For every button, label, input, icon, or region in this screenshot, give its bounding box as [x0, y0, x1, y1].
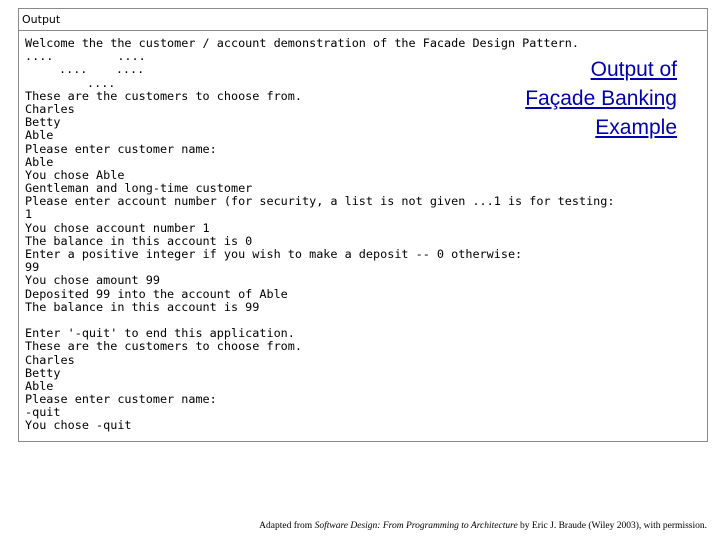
console-line: .... ....: [25, 49, 146, 64]
window-title: Output: [19, 9, 707, 31]
console-line: Please enter account number (for security, a list is not given ...1 is for testing:: [25, 194, 615, 209]
console-line: These are the customers to choose from.: [25, 339, 302, 354]
attribution-suffix: by Eric J. Braude (Wiley 2003), with permission.: [517, 521, 707, 531]
console-line: You chose account number 1: [25, 220, 210, 235]
console-line: These are the customers to choose from.: [25, 88, 302, 103]
console-line: Able: [25, 128, 54, 143]
console-line: Enter a positive integer if you wish to make a deposit -- 0 otherwise:: [25, 247, 523, 261]
console-line: You chose -quit: [25, 418, 132, 433]
console-line: 99: [25, 260, 40, 275]
console-line: Please enter customer name:: [25, 141, 217, 156]
console-line: You chose Able: [25, 167, 125, 182]
console-line: Betty: [25, 115, 61, 130]
console-line: Charles: [25, 101, 75, 116]
attribution-prefix: Adapted from: [259, 521, 315, 531]
console-line: Welcome the the customer / account demonstration of the Facade Design Pattern.: [25, 37, 579, 50]
console-line: ....: [87, 75, 116, 90]
console-line: Deposited 99 into the account of Able: [25, 286, 288, 301]
slide-title-line-2: Façade Banking: [525, 87, 677, 110]
console-line: The balance in this account is 0: [25, 233, 253, 248]
console-line: Please enter customer name:: [25, 392, 217, 407]
console-line: Charles: [25, 352, 75, 367]
console-line: You chose amount 99: [25, 273, 160, 288]
console-line: Able: [25, 154, 54, 169]
attribution-book-title: Software Design: From Programming to Architecture: [314, 521, 518, 531]
console-line: The balance in this account is 99: [25, 299, 260, 314]
slide-title-line-3: Example: [595, 116, 677, 139]
slide-title-line-1: Output of: [590, 58, 677, 81]
console-line: Able: [25, 378, 54, 393]
console-line: Gentleman and long-time customer: [25, 181, 253, 196]
console-line: .... ....: [59, 62, 145, 77]
slide-title: [525, 55, 677, 142]
console-line: Enter '-quit' to end this application.: [25, 326, 295, 341]
console-line: -quit: [25, 405, 61, 420]
console-line: Betty: [25, 365, 61, 380]
console-line: 1: [25, 207, 33, 222]
attribution-footer: [259, 521, 707, 531]
